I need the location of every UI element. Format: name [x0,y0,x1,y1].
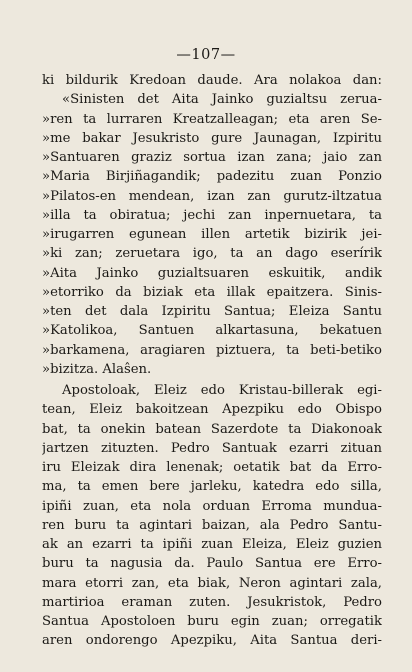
text-line: »illa ta obiratua; jechi zan inpernuetara, ta [42,207,382,223]
text-line: »barkamena, aragiaren piztuera, ta beti-betiko [42,342,382,358]
text-line: «Sinisten det Aita Jainko guzialtsu zerua- [62,92,382,108]
text-line: ak an ezarri ta ipiñi zuan Eleiza, Eleiz guzien [42,537,382,552]
text-line: Apostoloak, Eleiz edo Kristau-billerak egi- [62,383,382,398]
page-number: —107— [176,47,236,63]
text-line: ma, ta emen bere jarleku, katedra edo silla, [42,479,382,495]
text-line: ipiñi zuan, eta nola orduan Erroma mundua- [42,498,382,514]
text-line: martirioa eraman zuten. Jesukristok, Pedro [42,594,382,610]
text-line: »Maria Birjiñagandik; padezitu zuan Ponzio [42,169,382,185]
apostles-paragraph [42,381,382,651]
text-line: »etorriko da biziak eta illak epaitzera. Sinis- [42,284,382,300]
text-line: aren ondorengo Apezpiku, Aita Santua deri- [42,633,382,649]
text-line: »bizitza. Alaŝen. [42,361,152,377]
text-line: jartzen zituzten. Pedro Santuak ezarri zituan [42,440,382,456]
text-line: »me bakar Jesukristo gure Jaunagan, Izpiritu [42,130,382,146]
text-line: »ki zan; zeruetara igo, ta an dago eserírik [42,246,382,262]
text-line: »irugarren egunean illen artetik bizirik jei- [42,227,382,242]
text-line: »ten det dala Izpiritu Santua; Eleiza Santu [42,304,382,319]
body-text [42,71,382,651]
text-line: »Santuaren graziz sortua izan zana; jaio zan [42,150,382,165]
text-line: »Katolikoa, Santuen alkartasuna, bekatuen [42,323,382,339]
text-line: Santua Apostoloen buru egin zuan; orregatik [42,614,382,629]
text-line: buru ta nagusia da. Paulo Santua ere Erro- [42,556,382,572]
text-line: »ren ta lurraren Kreatzalleagan; eta aren Se- [42,111,382,127]
text-line: »Aita Jainko guzialtsuaren eskuitik, andik [42,265,382,281]
text-line: iru Eleizak dira lenenak; oetatik bat da Erro- [42,460,382,475]
text-line: »Pilatos-en mendean, izan zan gurutz-iltzatua [42,188,382,204]
text-line: ki bildurik Kredoan daude. Ara nolakoa dan: [42,73,382,88]
text-line: tean, Eleiz bakoitzean Apezpiku edo Obispo [42,402,382,418]
text-line: bat, ta onekin batean Sazerdote ta Diakonoak [42,421,382,437]
text-line: ren buru ta agintari baizan, ala Pedro Santu- [42,517,382,533]
text-line: mara etorri zan, eta biak, Neron agintari zala, [42,575,382,591]
creed-paragraph [42,71,382,379]
